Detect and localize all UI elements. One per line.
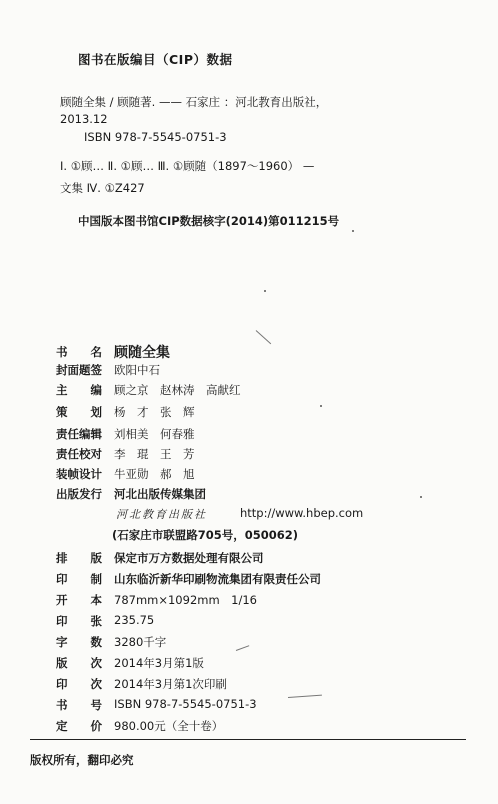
print-row-format: [56, 592, 257, 608]
print-label: 印次: [56, 677, 125, 691]
cip-classification-cont: 文集 Ⅳ. ①Z427: [60, 181, 145, 195]
print-value: 保定市万方数据处理有限公司: [114, 551, 264, 565]
info-row-planning: [56, 404, 195, 420]
info-value: 河北出版传媒集团: [114, 487, 206, 501]
print-row-isbn: [56, 697, 257, 713]
scan-speck: [420, 496, 422, 498]
cip-heading: 图书在版编目（CIP）数据: [78, 52, 233, 67]
print-row-impression: [56, 676, 227, 692]
info-label: 责任校对: [56, 447, 102, 461]
info-row-proofreading: [56, 446, 195, 462]
divider-rule: [30, 739, 466, 740]
info-value: 牛亚勋 郝 旭: [114, 467, 195, 481]
info-row-editors: [56, 382, 241, 398]
rights-notice: 版权所有，翻印必究: [30, 753, 134, 767]
info-value: 顾之京 赵林涛 高献红: [114, 383, 241, 397]
print-value: 2014年3月第1次印刷: [114, 677, 227, 691]
print-value: 2014年3月第1版: [114, 656, 204, 670]
publisher-script-logo: 河北教育出版社: [116, 508, 207, 521]
scan-speck: [352, 230, 354, 232]
print-row-typesetting: [56, 550, 264, 566]
info-row-responsible-editor: [56, 426, 195, 442]
info-value: 杨 才 张 辉: [114, 405, 195, 419]
print-value: ISBN 978-7-5545-0751-3: [114, 697, 257, 711]
cip-record-number: 中国版本图书馆CIP数据核字(2014)第011215号: [78, 214, 340, 228]
print-label: 书号: [56, 698, 125, 712]
print-label: 开本: [56, 593, 125, 607]
print-value: 山东临沂新华印刷物流集团有限责任公司: [114, 572, 321, 586]
info-value: 刘相美 何春雅: [114, 427, 195, 441]
info-label: 出版发行: [56, 487, 102, 501]
print-label: 印张: [56, 614, 125, 628]
scan-speck: [264, 290, 266, 292]
scan-mark: [256, 330, 272, 344]
print-value: 3280千字: [114, 635, 167, 649]
info-label: 装帧设计: [56, 467, 102, 481]
info-row-cover-inscription: [56, 362, 160, 378]
cip-line-2: 2013.12: [60, 112, 108, 126]
publisher-address: (石家庄市联盟路705号，050062): [112, 528, 299, 542]
info-row-distribution: [56, 486, 206, 502]
info-value: 顾随全集: [114, 345, 170, 361]
info-label: 书名: [56, 345, 125, 359]
info-value: 欧阳中石: [114, 363, 160, 377]
print-label: 版次: [56, 656, 125, 670]
info-label: 策划: [56, 405, 125, 419]
info-label: 责任编辑: [56, 427, 102, 441]
print-value: 235.75: [114, 613, 155, 627]
info-row-title: [56, 344, 170, 362]
print-label: 定价: [56, 719, 125, 733]
publisher-website: http://www.hbep.com: [240, 506, 364, 520]
scan-speck: [320, 405, 322, 407]
print-row-word-count: [56, 634, 166, 650]
print-row-edition: [56, 655, 204, 671]
print-row-printing: [56, 571, 321, 587]
info-row-design: [56, 466, 195, 482]
print-label: 印制: [56, 572, 125, 586]
print-label: 字数: [56, 635, 125, 649]
print-value: 787mm×1092mm 1/16: [114, 593, 257, 607]
print-label: 排版: [56, 551, 125, 565]
cip-isbn: ISBN 978-7-5545-0751-3: [84, 130, 227, 144]
scan-mark: [236, 645, 249, 651]
print-row-sheets: [56, 613, 154, 629]
info-label: 封面题签: [56, 363, 102, 377]
scan-mark: [288, 695, 322, 698]
cip-line-1: 顾随全集 / 顾随著. —— 石家庄 ：河北教育出版社，: [60, 95, 328, 109]
info-value: 李 琨 王 芳: [114, 447, 195, 461]
cip-classification: Ⅰ. ①顾… Ⅱ. ①顾… Ⅲ. ①顾随（1897～1960） —: [60, 159, 315, 173]
print-row-price: [56, 718, 223, 734]
print-value: 980.00元（全十卷）: [114, 719, 224, 733]
info-label: 主编: [56, 383, 125, 397]
